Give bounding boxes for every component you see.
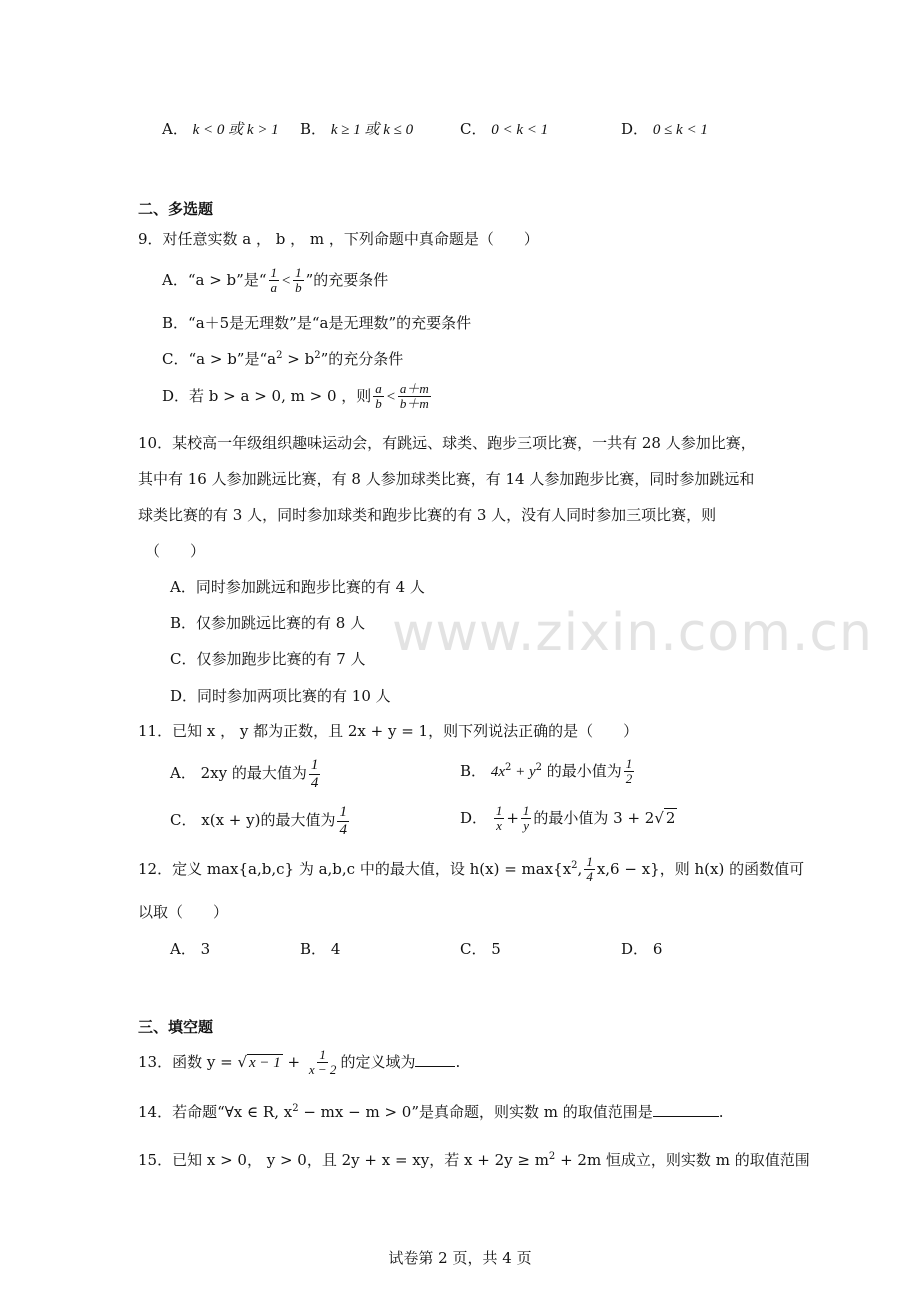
- q9-option-d: D．若 b > a > 0, m > 0 ，则 $\frac{a}{b}$ < $\frac{a+m}{b+m}$: [162, 381, 429, 412]
- frac-a-over-b: $\frac{a}{b}$: [375, 381, 382, 412]
- frac-1-over-4-q12: $\frac{1}{4}$: [586, 854, 593, 885]
- frac-1-over-y: $\frac{1}{y}$: [522, 803, 530, 834]
- q10-line-4: （ ）: [145, 542, 206, 560]
- frac-1-over-4: $\frac{1}{4}$: [310, 757, 319, 791]
- q8-option-d: D． 0 ≤ k < 1: [621, 120, 708, 138]
- q10-option-d: D．同时参加两项比赛的有 10 人: [170, 687, 391, 705]
- q10-line-1: 10．某校高一年级组织趣味运动会，有跳远、球类、跑步三项比赛，一共有 28 人参加比赛，: [138, 434, 756, 452]
- q12-option-c: C． 5: [460, 940, 501, 958]
- q15-stem: 15．已知 x > 0， y > 0，且 2y + x = xy，若 $x + 2y \ge m^2 + 2m$ 恒成立，则实数 m 的取值范围: [138, 1151, 810, 1169]
- sqrt-symbol: √: [237, 1052, 247, 1071]
- q9-option-a: A．“a > b”是“ $\frac{1}{a}$ < $\frac{1}{b}$ ”的充要条件: [162, 265, 389, 296]
- answer-blank-14: [653, 1116, 719, 1117]
- frac-1-over-x-minus-2: $\frac{1}{x - 2}$: [308, 1047, 337, 1078]
- frac-a-plus-m-over-b-plus-m: $\frac{a+m}{b+m}$: [399, 381, 429, 412]
- q10-line-2: 其中有 16 人参加跳远比赛，有 8 人参加球类比赛，有 14 人参加跑步比赛，同时参加跳远和: [138, 470, 755, 488]
- q10-line-3: 球类比赛的有 3 人，同时参加球类和跑步比赛的有 3 人，没有人同时参加三项比赛，则: [138, 506, 717, 524]
- section-title-multiple-choice: 二、多选题: [138, 200, 214, 218]
- q9-option-b: B．“a＋5是无理数”是“a是无理数”的充要条件: [162, 314, 472, 332]
- q8-option-a: A． k < 0 或 k > 1: [162, 120, 279, 138]
- q12-stem: 12．定义 max{a,b,c} 为 a,b,c 中的最大值，设 $h(x) = \max\{x^2$, $\frac{1}{4}$ x,6 − x}，则 h(x) 的函数值可: [138, 854, 805, 885]
- sqrt-symbol: √: [654, 808, 664, 827]
- frac-1-over-a: $\frac{1}{a}$: [270, 265, 277, 296]
- q12-option-d: D． 6: [621, 940, 663, 958]
- frac-1-over-b: $\frac{1}{b}$: [295, 265, 302, 296]
- q11-stem: 11．已知 x ， y 都为正数，且 2x + y = 1，则下列说法正确的是（ ）: [138, 722, 639, 740]
- q10-option-b: B．仅参加跳远比赛的有 8 人: [170, 614, 366, 632]
- q11-option-c: C． x(x + y)的最大值为 $\frac{1}{4}$: [170, 804, 347, 838]
- q12-option-a: A． 3: [170, 940, 211, 958]
- q11-option-d: D． $\frac{1}{x}$ + $\frac{1}{y}$ 的最小值为 3 + 2√ 2: [460, 803, 676, 834]
- q11-option-b: B． $4x^2 + y^2$ 的最小值为 $\frac{1}{2}$: [460, 756, 633, 787]
- q14-stem: 14．若命题“∀x ∈ R, $x^2$ − mx − m > 0”是真命题，则实数 m 的取值范围是 .: [138, 1103, 724, 1121]
- q12-option-b: B． 4: [300, 940, 341, 958]
- watermark: www.zixin.com.cn: [392, 603, 873, 663]
- q9-option-c: C．“a > b”是“$a^2 > b^2$”的充分条件: [162, 350, 404, 368]
- q12-line-2: 以取（ ）: [138, 903, 229, 921]
- frac-1-over-x: $\frac{1}{x}$: [495, 803, 503, 834]
- q11-option-a: A． 2xy 的最大值为 $\frac{1}{4}$: [170, 757, 319, 791]
- answer-blank-13: [415, 1066, 455, 1067]
- q13-stem: 13．函数 y = √ x − 1 + $\frac{1}{x - 2}$ 的定义域为 .: [138, 1047, 461, 1078]
- q9-stem: 9．对任意实数 a ， b ， m ，下列命题中真命题是（ ）: [138, 230, 539, 248]
- frac-1-over-4-c: $\frac{1}{4}$: [339, 804, 347, 838]
- q8-option-c: C． 0 < k < 1: [460, 120, 549, 138]
- q10-option-a: A．同时参加跳远和跑步比赛的有 4 人: [170, 578, 425, 596]
- q8-option-b: B． k ≥ 1 或 k ≤ 0: [300, 120, 414, 138]
- page-footer: 试卷第 2 页，共 4 页: [388, 1249, 532, 1267]
- frac-1-over-2: $\frac{1}{2}$: [625, 756, 633, 787]
- q10-option-c: C．仅参加跑步比赛的有 7 人: [170, 650, 366, 668]
- section-title-fill-in: 三、填空题: [138, 1018, 214, 1036]
